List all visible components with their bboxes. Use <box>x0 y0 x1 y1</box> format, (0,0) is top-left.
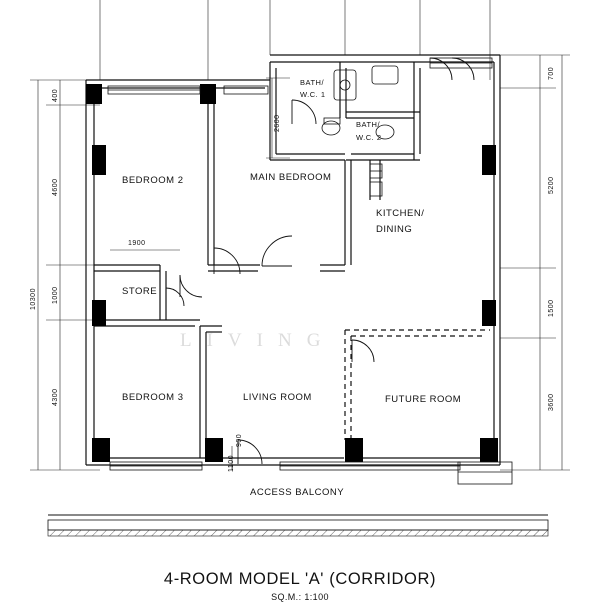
room-label-store: STORE <box>122 286 158 297</box>
page-title: 4-ROOM MODEL 'A' (CORRIDOR) <box>163 570 437 588</box>
room-label-kitchen: KITCHEN/ <box>376 208 425 219</box>
dimension-1000: 1000 <box>52 286 59 304</box>
dimension-10300: 10300 <box>30 288 37 310</box>
dimension-2600: 2600 <box>274 114 281 132</box>
label-bath-1-line2: W.C. 1 <box>300 90 326 99</box>
dimension-1900: 1900 <box>128 240 146 247</box>
room-label-living-room: LIVING ROOM <box>243 392 312 403</box>
room-label-access-balcony: ACCESS BALCONY <box>250 487 345 498</box>
label-bath-2-line2: W.C. 2 <box>356 133 382 142</box>
dimension-900: 900 <box>236 433 243 447</box>
room-label-bedroom-3: BEDROOM 3 <box>122 392 184 403</box>
label-bath-2-line1: BATH/ <box>356 120 381 129</box>
room-label-bedroom-2: BEDROOM 2 <box>122 175 184 186</box>
dimension-1500: 1500 <box>548 299 555 317</box>
dimension-400: 400 <box>52 88 59 102</box>
dimension-1100: 1100 <box>228 454 235 472</box>
watermark: LIVING <box>180 330 336 351</box>
room-label-dining: DINING <box>376 224 413 235</box>
dimension-4300: 4300 <box>52 388 59 406</box>
dimension-5200: 5200 <box>548 176 555 194</box>
dimension-700: 700 <box>548 66 555 80</box>
dimension-3600: 3600 <box>548 393 555 411</box>
room-label-main-bedroom: MAIN BEDROOM <box>250 172 332 183</box>
room-label-future-room: FUTURE ROOM <box>385 394 462 405</box>
label-bath-1-line1: BATH/ <box>300 78 325 87</box>
dimension-4600: 4600 <box>52 178 59 196</box>
page-subtitle: SQ.M.: 1:100 <box>271 592 329 602</box>
